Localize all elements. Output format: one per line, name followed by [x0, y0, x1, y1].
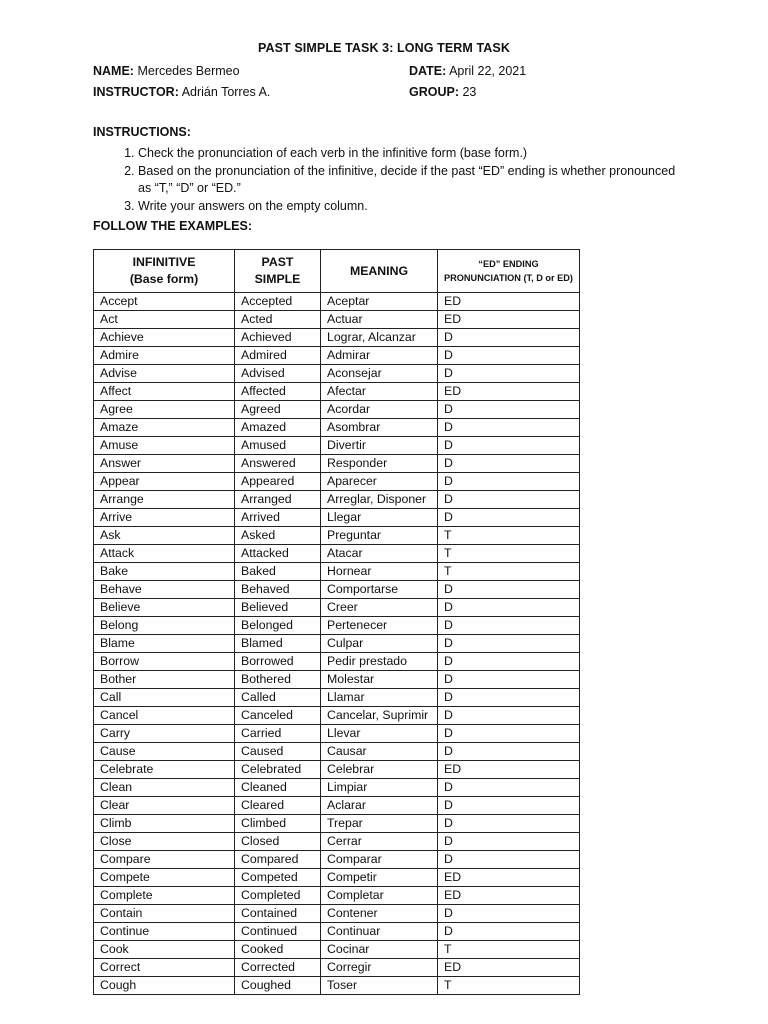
cell-ed-ending: T — [438, 977, 580, 995]
cell-meaning: Preguntar — [321, 527, 438, 545]
cell-past-simple: Amused — [235, 437, 321, 455]
cell-meaning: Pedir prestado — [321, 653, 438, 671]
cell-past-simple: Canceled — [235, 707, 321, 725]
cell-past-simple: Climbed — [235, 815, 321, 833]
date-value: April 22, 2021 — [449, 64, 527, 78]
cell-ed-ending: D — [438, 725, 580, 743]
cell-meaning: Hornear — [321, 563, 438, 581]
cell-infinitive: Advise — [94, 365, 235, 383]
table-row — [94, 617, 580, 635]
cell-ed-ending: D — [438, 329, 580, 347]
cell-infinitive: Complete — [94, 887, 235, 905]
cell-meaning: Continuar — [321, 923, 438, 941]
cell-ed-ending: D — [438, 923, 580, 941]
cell-past-simple: Corrected — [235, 959, 321, 977]
instructions-heading: INSTRUCTIONS: — [93, 125, 191, 139]
cell-past-simple: Belonged — [235, 617, 321, 635]
table-row — [94, 293, 580, 311]
cell-infinitive: Carry — [94, 725, 235, 743]
cell-infinitive: Correct — [94, 959, 235, 977]
cell-ed-ending: D — [438, 689, 580, 707]
cell-past-simple: Blamed — [235, 635, 321, 653]
cell-ed-ending: ED — [438, 293, 580, 311]
table-row — [94, 869, 580, 887]
header-infinitive-line2: (Base form) — [129, 272, 199, 286]
cell-past-simple: Behaved — [235, 581, 321, 599]
table-row — [94, 383, 580, 401]
table-row — [94, 599, 580, 617]
cell-ed-ending: D — [438, 509, 580, 527]
cell-ed-ending: D — [438, 617, 580, 635]
cell-infinitive: Clean — [94, 779, 235, 797]
cell-past-simple: Celebrated — [235, 761, 321, 779]
instruction-item: 3. Write your answers on the empty column. — [138, 198, 678, 216]
cell-ed-ending: D — [438, 743, 580, 761]
cell-infinitive: Close — [94, 833, 235, 851]
table-row — [94, 905, 580, 923]
cell-past-simple: Accepted — [235, 293, 321, 311]
cell-infinitive: Amaze — [94, 419, 235, 437]
cell-meaning: Admirar — [321, 347, 438, 365]
cell-past-simple: Admired — [235, 347, 321, 365]
cell-meaning: Corregir — [321, 959, 438, 977]
instructor-line — [93, 85, 270, 99]
cell-infinitive: Call — [94, 689, 235, 707]
table-row — [94, 887, 580, 905]
cell-ed-ending: T — [438, 527, 580, 545]
cell-ed-ending: D — [438, 779, 580, 797]
cell-past-simple: Caused — [235, 743, 321, 761]
cell-meaning: Creer — [321, 599, 438, 617]
cell-ed-ending: D — [438, 437, 580, 455]
cell-infinitive: Cause — [94, 743, 235, 761]
cell-ed-ending: D — [438, 419, 580, 437]
cell-meaning: Cerrar — [321, 833, 438, 851]
cell-meaning: Pertenecer — [321, 617, 438, 635]
cell-ed-ending: T — [438, 563, 580, 581]
cell-ed-ending: D — [438, 635, 580, 653]
cell-ed-ending: ED — [438, 887, 580, 905]
cell-infinitive: Arrive — [94, 509, 235, 527]
instructions-list — [93, 145, 678, 215]
header-past-simple — [235, 250, 321, 293]
cell-ed-ending: D — [438, 473, 580, 491]
table-header-row — [94, 250, 580, 293]
cell-meaning: Toser — [321, 977, 438, 995]
table-row — [94, 833, 580, 851]
table-row — [94, 347, 580, 365]
cell-meaning: Celebrar — [321, 761, 438, 779]
table-row — [94, 743, 580, 761]
cell-ed-ending: D — [438, 671, 580, 689]
document-title: PAST SIMPLE TASK 3: LONG TERM TASK — [257, 41, 510, 55]
follow-examples-label: FOLLOW THE EXAMPLES: — [93, 219, 253, 233]
table-row — [94, 473, 580, 491]
cell-infinitive: Borrow — [94, 653, 235, 671]
cell-ed-ending: T — [438, 941, 580, 959]
cell-past-simple: Believed — [235, 599, 321, 617]
cell-past-simple: Called — [235, 689, 321, 707]
cell-past-simple: Appeared — [235, 473, 321, 491]
cell-ed-ending: D — [438, 833, 580, 851]
cell-meaning: Aclarar — [321, 797, 438, 815]
cell-meaning: Aceptar — [321, 293, 438, 311]
table-row — [94, 581, 580, 599]
table-row — [94, 455, 580, 473]
cell-ed-ending: D — [438, 455, 580, 473]
cell-infinitive: Ask — [94, 527, 235, 545]
cell-past-simple: Borrowed — [235, 653, 321, 671]
cell-infinitive: Continue — [94, 923, 235, 941]
cell-infinitive: Contain — [94, 905, 235, 923]
cell-past-simple: Acted — [235, 311, 321, 329]
cell-infinitive: Achieve — [94, 329, 235, 347]
cell-infinitive: Compete — [94, 869, 235, 887]
table-row — [94, 437, 580, 455]
table-row — [94, 509, 580, 527]
cell-meaning: Contener — [321, 905, 438, 923]
cell-ed-ending: D — [438, 707, 580, 725]
cell-ed-ending: ED — [438, 959, 580, 977]
name-line — [93, 64, 240, 78]
table-row — [94, 329, 580, 347]
cell-infinitive: Behave — [94, 581, 235, 599]
cell-meaning: Afectar — [321, 383, 438, 401]
table-row — [94, 563, 580, 581]
cell-ed-ending: T — [438, 545, 580, 563]
cell-infinitive: Climb — [94, 815, 235, 833]
date-label: DATE: — [409, 64, 447, 78]
cell-meaning: Aconsejar — [321, 365, 438, 383]
cell-past-simple: Cleared — [235, 797, 321, 815]
instructor-label: INSTRUCTOR: — [93, 85, 179, 99]
cell-meaning: Limpiar — [321, 779, 438, 797]
cell-past-simple: Cleaned — [235, 779, 321, 797]
cell-past-simple: Contained — [235, 905, 321, 923]
cell-ed-ending: D — [438, 797, 580, 815]
cell-meaning: Atacar — [321, 545, 438, 563]
cell-infinitive: Blame — [94, 635, 235, 653]
cell-infinitive: Celebrate — [94, 761, 235, 779]
cell-meaning: Responder — [321, 455, 438, 473]
cell-infinitive: Agree — [94, 401, 235, 419]
cell-meaning: Culpar — [321, 635, 438, 653]
table-row — [94, 527, 580, 545]
table-row — [94, 545, 580, 563]
group-line — [409, 85, 476, 99]
cell-ed-ending: D — [438, 653, 580, 671]
name-value: Mercedes Bermeo — [137, 64, 240, 78]
group-label: GROUP: — [409, 85, 459, 99]
cell-meaning: Comportarse — [321, 581, 438, 599]
cell-infinitive: Bother — [94, 671, 235, 689]
cell-meaning: Llevar — [321, 725, 438, 743]
cell-meaning: Arreglar, Disponer — [321, 491, 438, 509]
cell-past-simple: Agreed — [235, 401, 321, 419]
cell-past-simple: Affected — [235, 383, 321, 401]
verbs-table — [93, 249, 580, 995]
cell-past-simple: Amazed — [235, 419, 321, 437]
cell-past-simple: Closed — [235, 833, 321, 851]
cell-infinitive: Act — [94, 311, 235, 329]
cell-meaning: Cocinar — [321, 941, 438, 959]
cell-past-simple: Attacked — [235, 545, 321, 563]
cell-past-simple: Compared — [235, 851, 321, 869]
cell-ed-ending: D — [438, 365, 580, 383]
cell-meaning: Divertir — [321, 437, 438, 455]
table-row — [94, 311, 580, 329]
table-body — [94, 293, 580, 995]
cell-past-simple: Cooked — [235, 941, 321, 959]
cell-infinitive: Attack — [94, 545, 235, 563]
cell-infinitive: Belong — [94, 617, 235, 635]
cell-ed-ending: D — [438, 851, 580, 869]
cell-past-simple: Coughed — [235, 977, 321, 995]
cell-past-simple: Completed — [235, 887, 321, 905]
cell-meaning: Lograr, Alcanzar — [321, 329, 438, 347]
table-row — [94, 941, 580, 959]
cell-ed-ending: D — [438, 599, 580, 617]
header-infinitive-line1: INFINITIVE — [132, 255, 196, 269]
instructor-value: Adrián Torres A. — [181, 85, 271, 99]
cell-infinitive: Admire — [94, 347, 235, 365]
cell-past-simple: Carried — [235, 725, 321, 743]
cell-ed-ending: D — [438, 581, 580, 599]
cell-past-simple: Advised — [235, 365, 321, 383]
instruction-item: 2. Based on the pronunciation of the infinitive, decide if the past “ED” ending is whether pronounced as “T,” “D” or “ED.” — [138, 163, 678, 198]
cell-infinitive: Amuse — [94, 437, 235, 455]
header-past-line2: SIMPLE — [254, 272, 301, 286]
table-row — [94, 923, 580, 941]
cell-infinitive: Arrange — [94, 491, 235, 509]
cell-infinitive: Believe — [94, 599, 235, 617]
table-row — [94, 851, 580, 869]
cell-past-simple: Baked — [235, 563, 321, 581]
cell-meaning: Trepar — [321, 815, 438, 833]
cell-ed-ending: ED — [438, 869, 580, 887]
header-ending-line1: “ED” ENDING — [478, 259, 539, 269]
cell-infinitive: Appear — [94, 473, 235, 491]
header-meaning: MEANING — [321, 250, 438, 293]
cell-past-simple: Continued — [235, 923, 321, 941]
cell-infinitive: Clear — [94, 797, 235, 815]
cell-past-simple: Arranged — [235, 491, 321, 509]
table-row — [94, 653, 580, 671]
cell-meaning: Causar — [321, 743, 438, 761]
table-row — [94, 725, 580, 743]
header-ed-ending — [438, 250, 580, 293]
date-line — [409, 64, 526, 78]
cell-infinitive: Compare — [94, 851, 235, 869]
table-row — [94, 797, 580, 815]
cell-infinitive: Affect — [94, 383, 235, 401]
header-infinitive — [94, 250, 235, 293]
cell-ed-ending: D — [438, 815, 580, 833]
table-row — [94, 761, 580, 779]
cell-infinitive: Answer — [94, 455, 235, 473]
table-row — [94, 707, 580, 725]
cell-meaning: Molestar — [321, 671, 438, 689]
cell-meaning: Competir — [321, 869, 438, 887]
table-row — [94, 401, 580, 419]
cell-infinitive: Bake — [94, 563, 235, 581]
cell-meaning: Llegar — [321, 509, 438, 527]
instruction-item: 1. Check the pronunciation of each verb in the infinitive form (base form.) — [138, 145, 678, 163]
cell-ed-ending: D — [438, 905, 580, 923]
table-row — [94, 419, 580, 437]
table-row — [94, 689, 580, 707]
group-value: 23 — [462, 85, 477, 99]
cell-meaning: Aparecer — [321, 473, 438, 491]
cell-infinitive: Cough — [94, 977, 235, 995]
cell-meaning: Llamar — [321, 689, 438, 707]
cell-infinitive: Cook — [94, 941, 235, 959]
cell-past-simple: Achieved — [235, 329, 321, 347]
cell-meaning: Completar — [321, 887, 438, 905]
cell-past-simple: Competed — [235, 869, 321, 887]
header-past-line1: PAST — [261, 255, 294, 269]
cell-meaning: Asombrar — [321, 419, 438, 437]
table-row — [94, 365, 580, 383]
cell-past-simple: Answered — [235, 455, 321, 473]
table-row — [94, 977, 580, 995]
name-label: NAME: — [93, 64, 134, 78]
cell-infinitive: Cancel — [94, 707, 235, 725]
cell-meaning: Cancelar, Suprimir — [321, 707, 438, 725]
cell-infinitive: Accept — [94, 293, 235, 311]
cell-ed-ending: ED — [438, 383, 580, 401]
header-ending-line2: PRONUNCIATION (T, D or ED) — [444, 273, 573, 283]
table-row — [94, 959, 580, 977]
cell-meaning: Acordar — [321, 401, 438, 419]
table-row — [94, 779, 580, 797]
cell-ed-ending: ED — [438, 761, 580, 779]
table-row — [94, 491, 580, 509]
cell-ed-ending: D — [438, 401, 580, 419]
cell-past-simple: Bothered — [235, 671, 321, 689]
cell-ed-ending: D — [438, 491, 580, 509]
cell-past-simple: Arrived — [235, 509, 321, 527]
table-row — [94, 671, 580, 689]
cell-meaning: Comparar — [321, 851, 438, 869]
cell-ed-ending: D — [438, 347, 580, 365]
table-row — [94, 635, 580, 653]
table-row — [94, 815, 580, 833]
cell-ed-ending: ED — [438, 311, 580, 329]
cell-past-simple: Asked — [235, 527, 321, 545]
cell-meaning: Actuar — [321, 311, 438, 329]
